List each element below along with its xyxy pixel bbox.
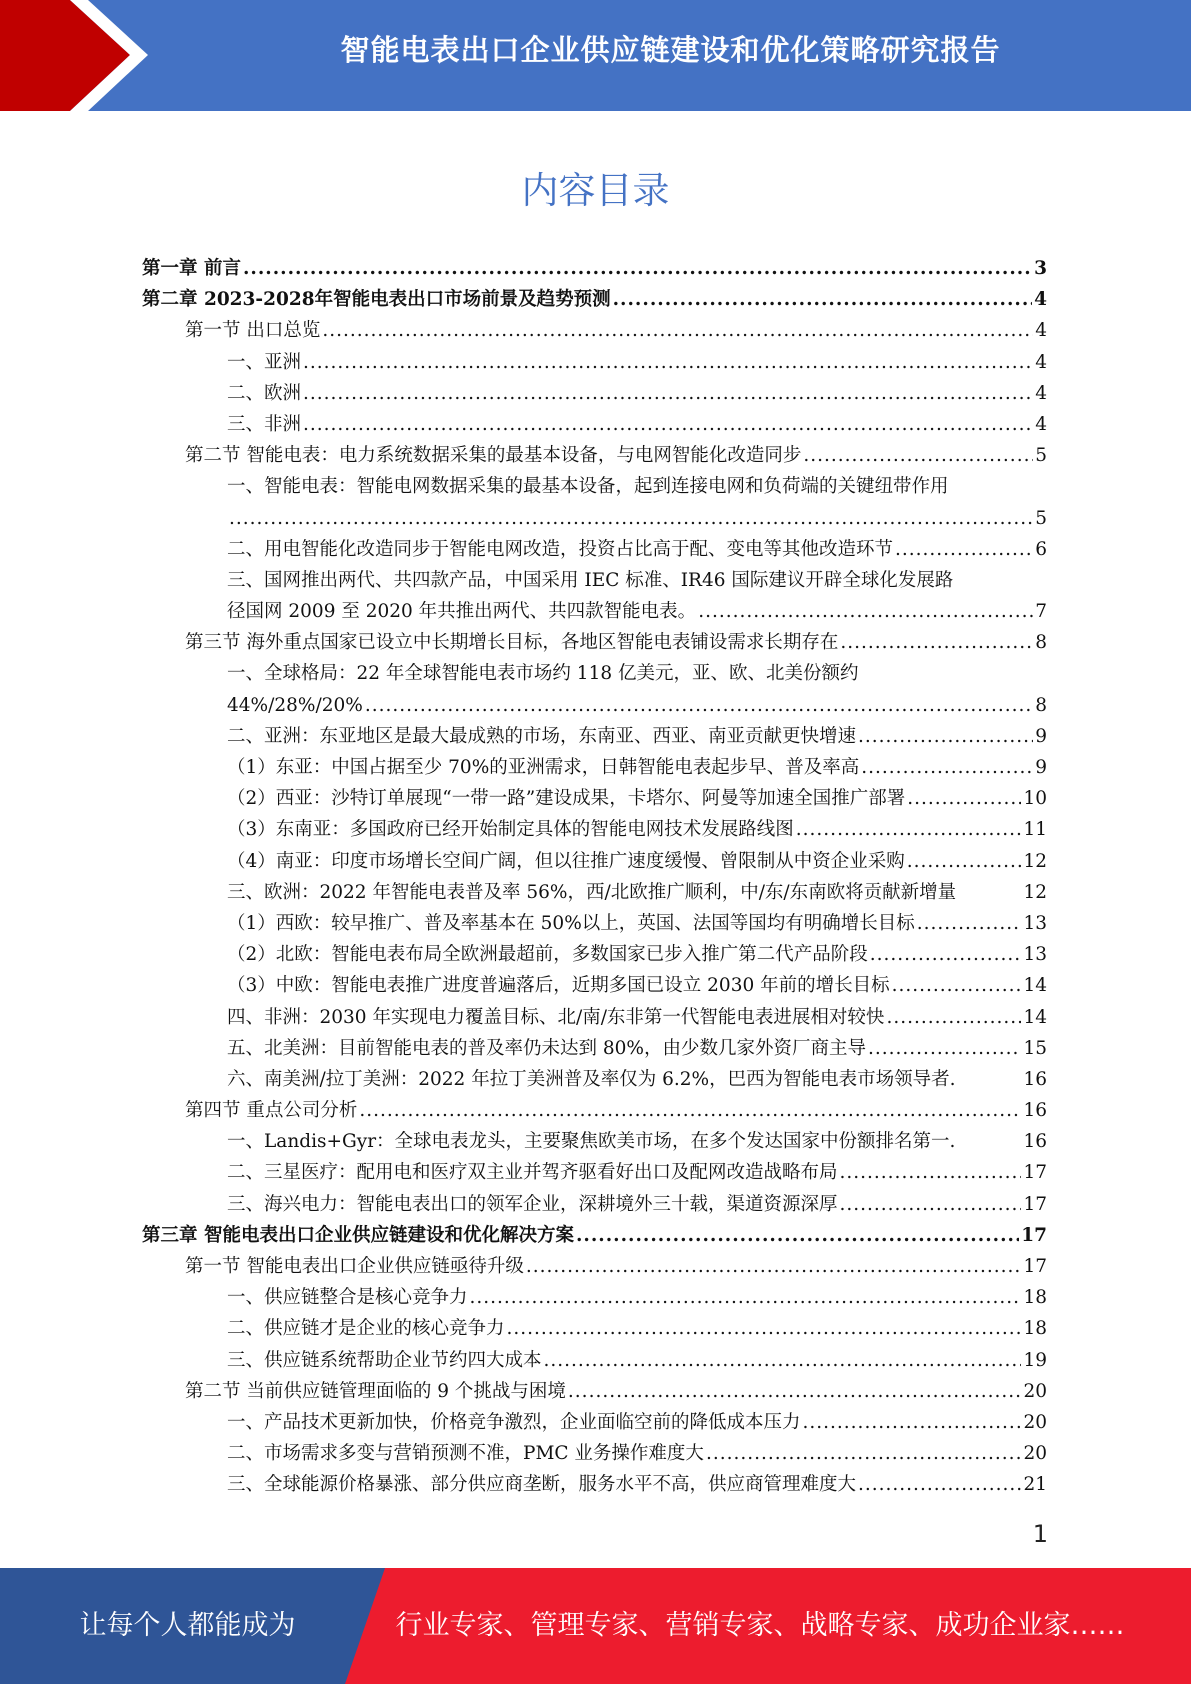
toc-entry-title: 径国网 2009 至 2020 年共推出两代、共四款智能电表。 [227,601,697,623]
toc-entry[interactable] [142,658,1047,689]
toc-entry-title: 二、市场需求多变与营销预测不准，PMC 业务操作难度大 [227,1443,704,1465]
toc-entry[interactable] [142,752,1047,783]
table-of-contents [142,253,1047,1501]
toc-entry-page: 12 [1023,881,1047,903]
toc-leader-dots [917,908,1022,939]
toc-leader-dots [840,1157,1022,1188]
toc-entry-title: 一、亚洲 [227,351,302,373]
toc-entry-page: 6 [1035,538,1047,560]
toc-entry[interactable] [142,1126,1047,1157]
toc-entry-page: 7 [1035,601,1047,623]
toc-entry-page: 4 [1034,289,1047,311]
toc-entry-page: 4 [1035,351,1047,373]
toc-leader-dots [229,503,1033,534]
toc-leader-dots [840,1189,1022,1220]
toc-leader-dots [359,1095,1021,1126]
toc-entry-title: 三、非洲 [227,413,302,435]
toc-entry-title: 第二节 智能电表：电力系统数据采集的最基本设备，与电网智能化改造同步 [185,445,802,467]
footer-slogan-right: 行业专家、管理专家、营销专家、战略专家、成功企业家…… [395,1610,1125,1641]
toc-entry-title: 三、国网推出两代、共四款产品，中国采用 IEC 标准、IR46 国际建议开辟全球化发展路 [227,569,954,591]
toc-entry[interactable] [142,409,1047,440]
toc-entry-page: 17 [1023,1162,1047,1184]
toc-entry[interactable] [142,1095,1047,1126]
toc-entry-page: 17 [1021,1224,1047,1246]
toc-entry-page: 13 [1023,944,1047,966]
toc-entry[interactable] [142,814,1047,845]
page-number: 1 [1032,1520,1048,1548]
toc-entry-title: 二、欧洲 [227,382,302,404]
toc-entry-title: 一、Landis+Gyr：全球电表龙头，主要聚焦欧美市场，在多个发达国家中份额排名第一. [227,1131,956,1153]
toc-leader-dots [613,284,1033,315]
toc-entry-title: 二、供应链才是企业的核心竞争力 [227,1318,505,1340]
toc-leader-dots [868,1033,1021,1064]
toc-entry[interactable] [142,1345,1047,1376]
toc-entry-title: 六、南美洲/拉丁美洲：2022 年拉丁美洲普及率仅为 6.2%，巴西为智能电表市场领导者. [227,1068,956,1090]
toc-entry-page: 21 [1023,1474,1047,1496]
toc-entry-title: 第三节 海外重点国家已设立中长期增长目标，各地区智能电表铺设需求长期存在 [185,632,839,654]
toc-entry-title: 三、全球能源价格暴涨、部分供应商垄断，服务水平不高，供应商管理难度大 [227,1474,857,1496]
toc-entry-title: 第一节 出口总览 [185,320,321,342]
toc-leader-dots [803,440,1033,471]
toc-entry-page: 12 [1023,850,1047,872]
toc-leader-dots [861,752,1033,783]
toc-entry-title: （2）西亚：沙特订单展现“一带一路”建设成果，卡塔尔、阿曼等加速全国推广部署 [227,788,906,810]
toc-leader-dots [303,409,1033,440]
toc-leader-dots [907,783,1021,814]
toc-entry[interactable] [142,471,1047,502]
toc-entry-page: 17 [1023,1256,1047,1277]
toc-entry-page: 9 [1035,725,1047,747]
toc-entry[interactable] [142,1064,1047,1095]
toc-leader-dots [895,534,1033,565]
toc-entry-title: （3）中欧：智能电表推广进度普遍落后，近期多国已设立 2030 年前的增长目标 [227,975,890,997]
toc-entry[interactable] [142,846,1047,877]
toc-entry-title: 第二章 2023-2028年智能电表出口市场前景及趋势预测 [142,289,611,311]
toc-entry-title: （4）南亚：印度市场增长空间广阔，但以往推广速度缓慢、曾限制从中资企业采购 [227,850,905,872]
toc-entry-title: （1）东亚：中国占据至少 70%的亚洲需求，日韩智能电表起步早、普及率高 [227,757,860,778]
toc-entry[interactable] [142,378,1047,409]
toc-entry[interactable] [142,1033,1047,1064]
toc-leader-dots [322,315,1033,346]
toc-entry-title: （3）东南亚：多国政府已经开始制定具体的智能电网技术发展路线图 [227,819,794,841]
toc-entry[interactable] [142,1282,1047,1313]
toc-entry-page: 10 [1023,788,1047,810]
toc-entry-page: 19 [1023,1349,1047,1371]
page-footer [0,1568,1191,1684]
toc-entry[interactable] [142,1376,1047,1407]
toc-leader-dots [365,690,1033,721]
toc-entry-title: 第一章 前言 [142,258,241,279]
toc-entry[interactable] [142,534,1047,565]
toc-entry-page: 5 [1035,445,1047,467]
toc-entry-page: 13 [1023,912,1047,934]
toc-entry-page: 4 [1035,320,1047,342]
toc-leader-dots [706,1438,1022,1469]
toc-entry[interactable] [142,1002,1047,1033]
toc-entry[interactable] [142,690,1047,721]
toc-entry[interactable] [142,1469,1047,1500]
toc-entry-title: 第四节 重点公司分析 [185,1100,358,1122]
toc-leader-dots [870,939,1022,970]
toc-entry[interactable] [142,1313,1047,1344]
toc-entry[interactable] [142,503,1047,534]
toc-entry[interactable] [142,596,1047,627]
toc-entry-page: 20 [1023,1443,1047,1465]
toc-entry[interactable] [142,970,1047,1001]
toc-entry-page: 8 [1035,632,1047,654]
toc-leader-dots [544,1345,1022,1376]
toc-entry-title: 五、北美洲：目前智能电表的普及率仍未达到 80%，由少数几家外资厂商主导 [227,1037,867,1059]
toc-leader-dots [568,1376,1022,1407]
toc-entry-title: （1）西欧：较早推广、普及率基本在 50%以上，英国、法国等国均有明确增长目标 [227,912,915,934]
toc-entry-page: 18 [1023,1318,1047,1340]
toc-entry[interactable] [142,783,1047,814]
toc-entry-title: 二、亚洲：东亚地区是最大最成熟的市场，东南亚、西亚、南亚贡献更快增速 [227,725,857,747]
toc-entry[interactable] [142,939,1047,970]
toc-leader-dots [526,1251,1022,1282]
toc-entry[interactable] [142,908,1047,939]
toc-entry[interactable] [142,284,1047,315]
toc-entry-title: 三、供应链系统帮助企业节约四大成本 [227,1349,542,1371]
toc-entry[interactable] [142,1220,1047,1251]
toc-entry-title: 三、海兴电力：智能电表出口的领军企业，深耕境外三十载，渠道资源深厚 [227,1193,838,1215]
toc-entry[interactable] [142,1157,1047,1188]
toc-entry-title: 三、欧洲：2022 年智能电表普及率 56%，西/北欧推广顺利，中/东/东南欧将贡献新增量 [227,881,957,903]
toc-entry-title: 一、供应链整合是核心竞争力 [227,1287,468,1309]
toc-leader-dots [840,627,1033,658]
toc-entry[interactable] [142,253,1047,284]
toc-entry[interactable] [142,877,1047,908]
toc-entry-page: 17 [1023,1193,1047,1215]
toc-entry-title: 第三章 智能电表出口企业供应链建设和优化解决方案 [142,1224,574,1246]
toc-leader-dots [303,378,1033,409]
toc-entry-page: 16 [1023,1131,1047,1153]
toc-heading: 内容目录 [521,169,670,212]
toc-leader-dots [858,1469,1021,1500]
toc-entry[interactable] [142,565,1047,596]
toc-leader-dots [858,721,1033,752]
toc-entry-title: 一、全球格局：22 年全球智能电表市场约 118 亿美元，亚、欧、北美份额约 [227,663,859,685]
toc-entry-title: 一、智能电表：智能电网数据采集的最基本设备，起到连接电网和负荷端的关键纽带作用 [227,476,949,498]
toc-leader-dots [303,347,1033,378]
toc-entry[interactable] [142,347,1047,378]
toc-leader-dots [796,814,1022,845]
toc-leader-dots [470,1282,1022,1313]
toc-entry-page: 8 [1035,694,1047,716]
toc-leader-dots [886,1002,1021,1033]
toc-entry[interactable] [142,315,1047,346]
toc-entry[interactable] [142,1407,1047,1438]
toc-entry-title: （2）北欧：智能电表布局全欧洲最超前，多数国家已步入推广第二代产品阶段 [227,944,868,966]
toc-entry-title: 二、用电智能化改造同步于智能电网改造，投资占比高于配、变电等其他改造环节 [227,538,894,560]
toc-entry[interactable] [142,440,1047,471]
toc-entry[interactable] [142,1189,1047,1220]
toc-entry[interactable] [142,1251,1047,1282]
toc-entry-page: 4 [1035,382,1047,404]
toc-leader-dots [803,1407,1022,1438]
toc-entry-title: 第一节 智能电表出口企业供应链亟待升级 [185,1256,524,1277]
toc-entry-page: 16 [1023,1068,1047,1090]
toc-leader-dots [698,596,1033,627]
toc-entry-page: 20 [1023,1380,1047,1402]
toc-entry-page: 20 [1023,1411,1047,1433]
toc-leader-dots [243,253,1032,284]
toc-entry-page: 15 [1023,1037,1047,1059]
toc-entry-title: 44%/28%/20% [227,694,363,716]
toc-entry-page: 18 [1023,1287,1047,1309]
report-title: 智能电表出口企业供应链建设和优化策略研究报告 [340,33,1001,67]
toc-leader-dots [507,1313,1022,1344]
toc-entry[interactable] [142,627,1047,658]
toc-leader-dots [576,1220,1019,1251]
toc-entry-page: 16 [1023,1100,1047,1122]
toc-leader-dots [892,970,1022,1001]
footer-slogan-left: 让每个人都能成为 [79,1610,296,1641]
toc-entry-page: 9 [1035,757,1047,778]
toc-entry[interactable] [142,1438,1047,1469]
toc-entry-title: 第二节 当前供应链管理面临的 9 个挑战与困境 [185,1380,566,1402]
toc-leader-dots [907,846,1022,877]
toc-entry[interactable] [142,721,1047,752]
page-header [0,0,1191,111]
toc-entry-page: 5 [1035,507,1047,529]
toc-entry-title: 四、非洲：2030 年实现电力覆盖目标、北/南/东非第一代智能电表进展相对较快 [227,1006,885,1028]
toc-entry-page: 4 [1035,413,1047,435]
toc-entry-page: 14 [1023,975,1047,997]
toc-entry-page: 3 [1034,258,1047,279]
toc-entry-title: 二、三星医疗：配用电和医疗双主业并驾齐驱看好出口及配网改造战略布局 [227,1162,838,1184]
toc-entry-page: 11 [1023,819,1047,841]
toc-entry-title: 一、产品技术更新加快，价格竞争激烈，企业面临空前的降低成本压力 [227,1411,801,1433]
toc-entry-page: 14 [1023,1006,1047,1028]
